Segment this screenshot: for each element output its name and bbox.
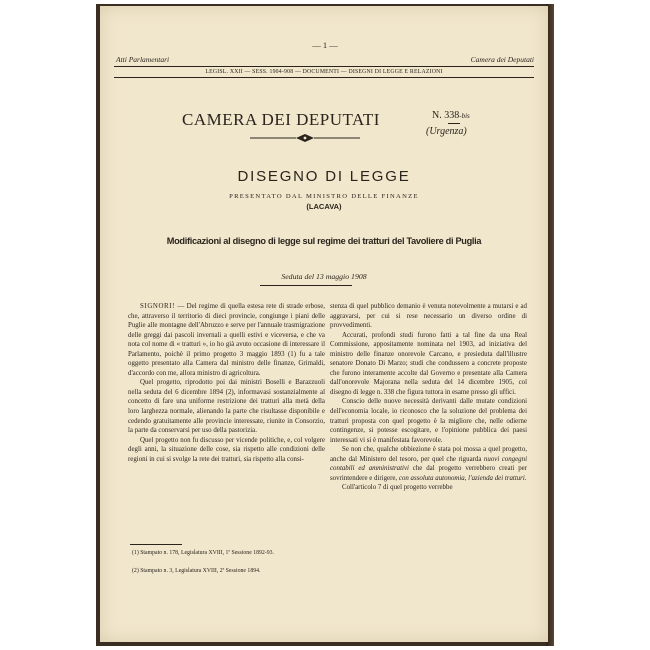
session-rule [260, 285, 352, 286]
paragraph [330, 445, 527, 483]
bill-subject: Modificazioni al disegno di legge sul regime dei tratturi del Tavoliere di Puglia [166, 236, 482, 246]
italic-phrase: nuovi congegni contabili ed amministrativi [330, 455, 527, 473]
header-left: Atti Parlamentari [116, 55, 170, 64]
document-number [432, 110, 470, 121]
header-rule-thin [114, 77, 534, 78]
number-rule [448, 123, 460, 124]
salutation: SIGNORI! [140, 303, 176, 310]
header-right: Camera dei Deputati [470, 55, 534, 64]
text-column-right [330, 302, 527, 493]
minister-name: (LACAVA) [306, 202, 342, 211]
paragraph [128, 302, 325, 378]
header-subtitle: LEGISL. XXII — SESS. 1904-908 — DOCUMENTI — DISEGNI DI LEGGE E RELAZIONI [205, 69, 443, 75]
document-page [100, 6, 548, 642]
paragraph: Quel progetto, riprodotto poi dai ministri Boselli e Barazzuoli nella seduta del 6 dicembre 1894 (2), informavasi sostanzialmente al concetto di fare una uniforme restrizione dei tratturi alla metà della loro larghezza normale, alienando la parte che risultasse disponibile e cedendo gratuitamente alle provincie interessate, riunite in Consorzio, la parte da conservarsi per uso della pastorizia. [128, 379, 325, 435]
footnote: (2) Stampato n. 3, Legislatura XVIII, 2ª Sessione 1894. [132, 568, 261, 574]
ornament-rule [250, 133, 360, 143]
document-type: DISEGNO DI LEGGE [237, 168, 411, 185]
text-column-left [128, 302, 325, 464]
number-suffix: -bis [459, 112, 470, 120]
paragraph: Coll'articolo 7 di quel progetto verrebbe [342, 484, 453, 492]
paragraph-text: Se non che, qualche obbiezione è stata poi mossa a quel progetto, anche dal Ministero del tesoro, per quel che riguarda [330, 446, 527, 463]
number-label: N. 338 [432, 110, 460, 121]
presented-by: PRESENTATO DAL MINISTRO DELLE FINANZE [229, 193, 419, 200]
footnote-rule [130, 544, 182, 545]
paragraph: stenza di quel pubblico demanio è venuta notevolmente a mutarsi e ad aggravarsi, per cui si rese necessario un diverso ordine di provvedimenti. [330, 303, 527, 330]
header-rule [114, 66, 534, 67]
page-number: — 1 — [312, 40, 338, 50]
paragraph: Accurati, profondi studi furono fatti a tal fine da una Real Commissione, appositamente nominata nel 1903, ad iniziativa del ministro delle finanze onorevole Carcano, e presieduta dall'illustre senatore Donato Di Marzo; studi che condussero a concrete proposte che furono interamente accolte dal Governo e presentate alla Camera dall'onorevole Majorana nella seduta del 14 dicembre 1905, col disegno di legge n. 338 che figura tuttora in esame presso gli uffici. [330, 331, 527, 396]
footnote: (1) Stampato n. 178, Legislatura XVIII, 1ª Sessione 1892-93. [132, 550, 274, 556]
paragraph-text: che dal progetto verrebbero creati per sovrintendere e dirigere, [330, 465, 527, 482]
session-date: Seduta del 13 maggio 1908 [281, 272, 367, 281]
running-header [116, 40, 534, 66]
chamber-title: CAMERA DEI DEPUTATI [182, 110, 380, 129]
paragraph-text: — Del regime di quella estesa rete di strade erbose, che, attraverso il territorio di dieci provincie, congiunge i piani delle Puglie alle montagne dell'Abruzzo e serve per l'annuale trasmigrazione delle greggi dai pascoli invernali a quelli estivi e viceversa, e che va nota col nome di « tratturi », io ho già avuto occasione di interessare il Parlamento, poichè il primo progetto 3 maggio 1893 (1) fu a tale oggetto presentato alla Camera dal ministro delle finanze, Grimaldi, d'accordo con me, allora ministro di agricoltura. [128, 303, 325, 377]
paragraph: Conscio delle nuove necessità derivanti dalle mutate condizioni dell'economia locale, io riconosco che la soluzione del problema dei tratturi proposta con quel progetto è la migliore che, nelle odierne contingenze, si potesse escogitare, e l'opinione pubblica dei paesi interessati vi si è manifestata favorevole. [330, 398, 527, 444]
italic-phrase: con assoluta autonomia, l'azienda dei tratturi. [398, 474, 527, 482]
paragraph: Quel progetto non fu discusso per vicende politiche, e, col volgere degli anni, la situazione delle cose, sia rispetto alle condizioni delle regioni in cui si svolge la rete dei tratturi, sia rispetto alla consi- [128, 436, 325, 463]
urgency-label: (Urgenza) [426, 126, 467, 137]
